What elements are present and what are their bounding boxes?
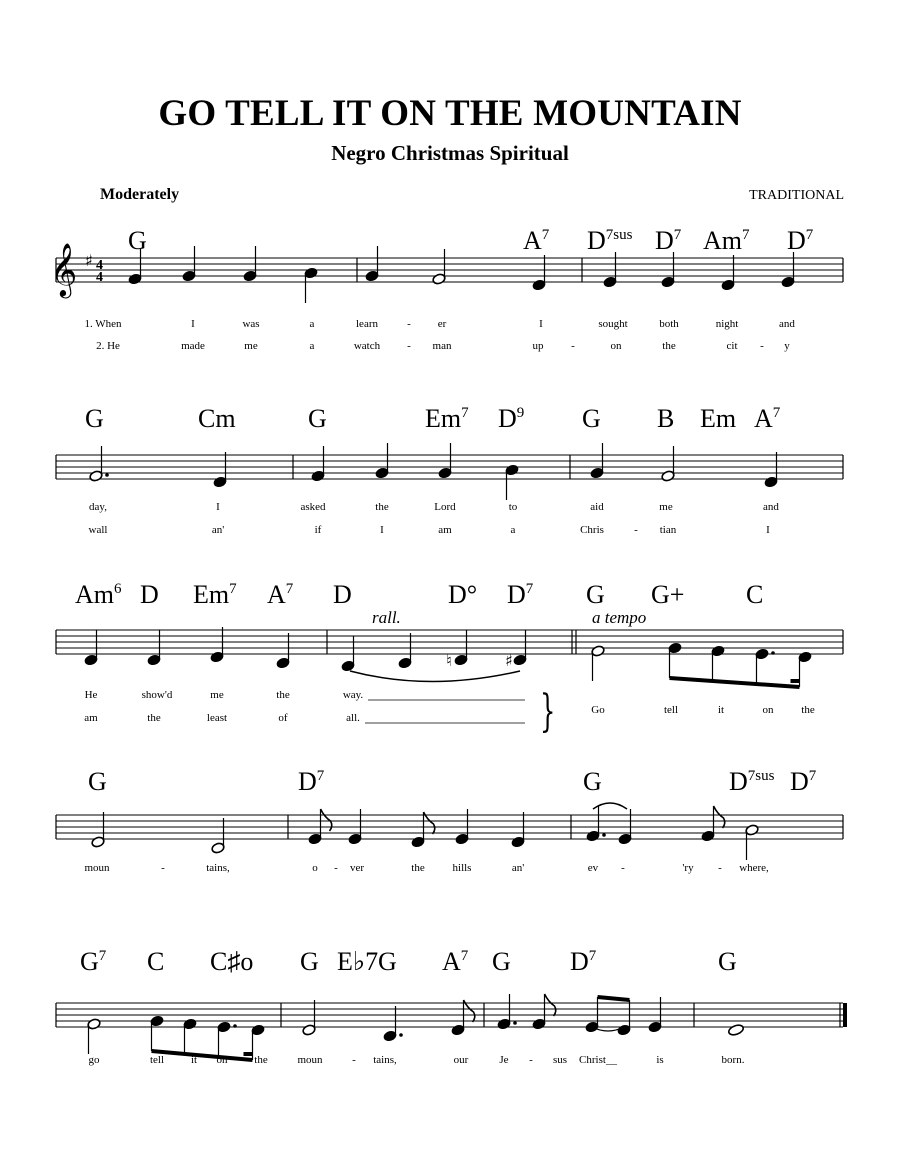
note-flag: [714, 806, 725, 828]
chord-symbol: $D^{7sus}$: [587, 226, 633, 255]
lyric-syllable: I: [539, 318, 543, 330]
lyric-syllable: me: [244, 340, 258, 352]
lyric-syllable: our: [453, 1054, 469, 1066]
beam: [152, 1051, 253, 1060]
lyric-syllable: cit: [726, 340, 738, 352]
lyric-syllable: of: [278, 712, 288, 724]
lyric-syllable: a: [309, 340, 315, 352]
lyric-syllable: both: [659, 318, 679, 330]
lyric-syllable: day,: [89, 501, 107, 513]
lyric-syllable: tell: [149, 1054, 165, 1066]
lyric-syllable: y: [784, 340, 790, 352]
lyric-syllable: man: [432, 340, 452, 352]
lyric-syllable: least: [206, 712, 228, 724]
lyric-syllable: Je: [499, 1054, 509, 1066]
lyric-syllable: hills: [452, 862, 472, 874]
lyric-syllable: all.: [346, 712, 360, 724]
lyric-syllable: Christ__: [579, 1054, 617, 1066]
lyric-syllable: me: [210, 689, 224, 701]
chord-symbol: Em$^7$: [425, 404, 469, 433]
chord-symbol: $D^{7sus}$: [729, 767, 775, 796]
lyric-syllable: born.: [721, 1054, 745, 1066]
chord-symbol: $D^7$: [298, 767, 325, 796]
lyric-syllable: 'ry: [682, 862, 694, 874]
chord-symbol: $D^7$: [787, 226, 814, 255]
lyric-syllable: aid: [590, 501, 604, 513]
lyric-syllable: -: [334, 862, 338, 874]
dot: [105, 473, 109, 477]
beam: [670, 678, 800, 687]
lyric-syllable: -: [571, 340, 575, 352]
lyric-syllable: -: [760, 340, 764, 352]
lyric-syllable: He: [84, 689, 98, 701]
chord-symbol: $D^9$: [498, 404, 525, 433]
lyric-syllable: -: [529, 1054, 533, 1066]
lyric-syllable: Go: [591, 704, 605, 716]
chord-symbol: $D^7$: [507, 580, 534, 609]
staff-system-2: [56, 443, 843, 536]
lyric-syllable: on: [216, 1054, 228, 1066]
lyric-syllable: -: [621, 862, 625, 874]
lyric-syllable: it: [190, 1054, 198, 1066]
lyric-syllable: where,: [739, 862, 769, 874]
chord-symbol: B: [657, 404, 675, 433]
dot: [602, 833, 606, 837]
chord-symbol: $D^7$: [655, 226, 682, 255]
lyric-syllable: watch: [353, 340, 381, 352]
lyric-syllable: on: [610, 340, 622, 352]
staff-system-5: [56, 994, 847, 1066]
chord-symbol: $A^7$: [442, 947, 469, 976]
chord-symbol: D: [140, 580, 159, 609]
chord-symbol: G: [128, 226, 147, 255]
lyric-syllable: tian: [659, 524, 677, 536]
note-flag: [321, 809, 332, 831]
chord-symbol: G: [88, 767, 107, 796]
lyric-syllable: 2. He: [96, 340, 120, 352]
lyric-syllable: is: [656, 1054, 664, 1066]
chord-symbol: $A^7$: [754, 404, 781, 433]
lyric-syllable: the: [801, 704, 815, 716]
chord-symbol: $D^7$: [570, 947, 597, 976]
chord-symbol: D: [333, 580, 352, 609]
lyric-syllable: -: [718, 862, 722, 874]
beam: [598, 997, 630, 1000]
lyric-syllable: and: [763, 501, 779, 513]
lyric-syllable: made: [181, 340, 205, 352]
lyric-syllable: way.: [342, 689, 364, 701]
lyric-syllable: if: [314, 524, 322, 536]
staff-system-3: [56, 627, 843, 724]
lyric-syllable: I: [766, 524, 770, 536]
lyric-syllable: moun: [84, 862, 110, 874]
lyric-syllable: to: [508, 501, 518, 513]
lyric-syllable: a: [309, 318, 315, 330]
time-signature-top: 4: [96, 258, 103, 273]
lyric-syllable: -: [407, 340, 411, 352]
lyric-syllable: -: [407, 318, 411, 330]
chord-symbol: G: [378, 947, 397, 976]
treble-clef: 𝄞: [50, 242, 78, 296]
lyric-syllable: -: [352, 1054, 356, 1066]
direction-a-tempo: a tempo: [592, 608, 647, 627]
lyric-syllable: a: [510, 524, 516, 536]
chord-symbol: Am$^6$: [75, 580, 122, 609]
dot: [399, 1033, 403, 1037]
lyric-syllable: an': [211, 524, 225, 536]
lyric-syllable: tains,: [206, 862, 230, 874]
chord-symbol: Cm: [198, 404, 236, 433]
chord-symbol: G: [586, 580, 605, 609]
lyric-syllable: up: [532, 340, 544, 352]
lyric-syllable: learn: [356, 318, 378, 330]
lyric-syllable: it: [717, 704, 725, 716]
slur: [350, 671, 520, 682]
chord-symbol: $D^7$: [790, 767, 817, 796]
lyric-syllable: the: [411, 862, 425, 874]
chord-symbol: G: [300, 947, 319, 976]
key-signature-sharp: ♯: [85, 251, 93, 270]
dot: [513, 1021, 517, 1025]
lyric-syllable: I: [380, 524, 384, 536]
lyric-syllable: am: [84, 712, 98, 724]
chord-symbol: $G^7$: [80, 947, 107, 976]
lyric-syllable: am: [438, 524, 452, 536]
staff-system-4: [56, 806, 843, 874]
lyric-syllable: and: [779, 318, 795, 330]
dot: [233, 1024, 237, 1028]
chord-symbol: E♭7: [337, 947, 379, 976]
time-signature-bottom: 4: [96, 270, 103, 285]
lyric-syllable: the: [254, 1054, 268, 1066]
lyric-syllable: ev: [587, 862, 599, 874]
lyric-syllable: asked: [300, 501, 326, 513]
lyric-syllable: I: [191, 318, 195, 330]
verse-brace: }: [540, 686, 556, 738]
lyric-syllable: the: [276, 689, 290, 701]
song-subtitle: Negro Christmas Spiritual: [331, 141, 569, 165]
lyric-syllable: Lord: [434, 501, 456, 513]
chord-symbol: G: [308, 404, 327, 433]
chord-symbol: Am$^7$: [703, 226, 750, 255]
note-head: [727, 1023, 744, 1036]
note-flag: [545, 994, 556, 1016]
staff-system-1: [50, 242, 843, 352]
chord-symbol: $A^7$: [523, 226, 550, 255]
chord-symbol: $A^7$: [267, 580, 294, 609]
lyric-syllable: moun: [297, 1054, 323, 1066]
natural-sign: ♮: [446, 651, 452, 670]
chord-symbol: C: [746, 580, 764, 609]
lyric-syllable: show'd: [141, 689, 173, 701]
chord-symbol: Em$^7$: [193, 580, 237, 609]
lyric-syllable: -: [161, 862, 165, 874]
lyric-syllable: an': [511, 862, 525, 874]
chord-symbol: G: [85, 404, 104, 433]
chord-symbol: G+: [651, 580, 685, 609]
chord-symbol: G: [718, 947, 737, 976]
dot: [771, 651, 775, 655]
chord-symbol: G: [582, 404, 601, 433]
chord-symbol: D°: [448, 580, 478, 609]
direction-rall: rall.: [372, 608, 401, 627]
chord-symbol: G: [492, 947, 511, 976]
lyric-syllable: ver: [349, 862, 365, 874]
lyric-syllable: was: [242, 318, 260, 330]
lyric-syllable: the: [662, 340, 676, 352]
chord-symbol: C♯o: [210, 947, 254, 976]
lyric-syllable: Chris: [580, 524, 604, 536]
lyric-syllable: go: [88, 1054, 100, 1066]
lyric-syllable: sought: [598, 318, 628, 330]
lyric-syllable: the: [375, 501, 389, 513]
final-barline: [843, 1003, 847, 1027]
lyric-syllable: I: [216, 501, 220, 513]
lyric-syllable: night: [715, 318, 739, 330]
lyric-syllable: the: [147, 712, 161, 724]
sharp-sign: ♯: [505, 651, 513, 670]
lyric-syllable: tains,: [373, 1054, 397, 1066]
lyric-syllable: er: [437, 318, 447, 330]
lyric-syllable: 1. When: [84, 318, 122, 330]
lyric-syllable: tell: [663, 704, 679, 716]
lyric-syllable: wall: [88, 524, 108, 536]
lyric-syllable: sus: [552, 1054, 568, 1066]
chord-symbol: C: [147, 947, 165, 976]
lyric-syllable: me: [659, 501, 673, 513]
chord-symbol: G: [583, 767, 602, 796]
composer-credit: TRADITIONAL: [749, 188, 844, 203]
song-title: GO TELL IT ON THE MOUNTAIN: [158, 93, 742, 134]
lyric-syllable: on: [762, 704, 774, 716]
lyric-syllable: o: [312, 862, 318, 874]
tempo-marking: Moderately: [100, 186, 180, 203]
chord-symbol: Em: [700, 404, 737, 433]
lyric-syllable: -: [634, 524, 638, 536]
